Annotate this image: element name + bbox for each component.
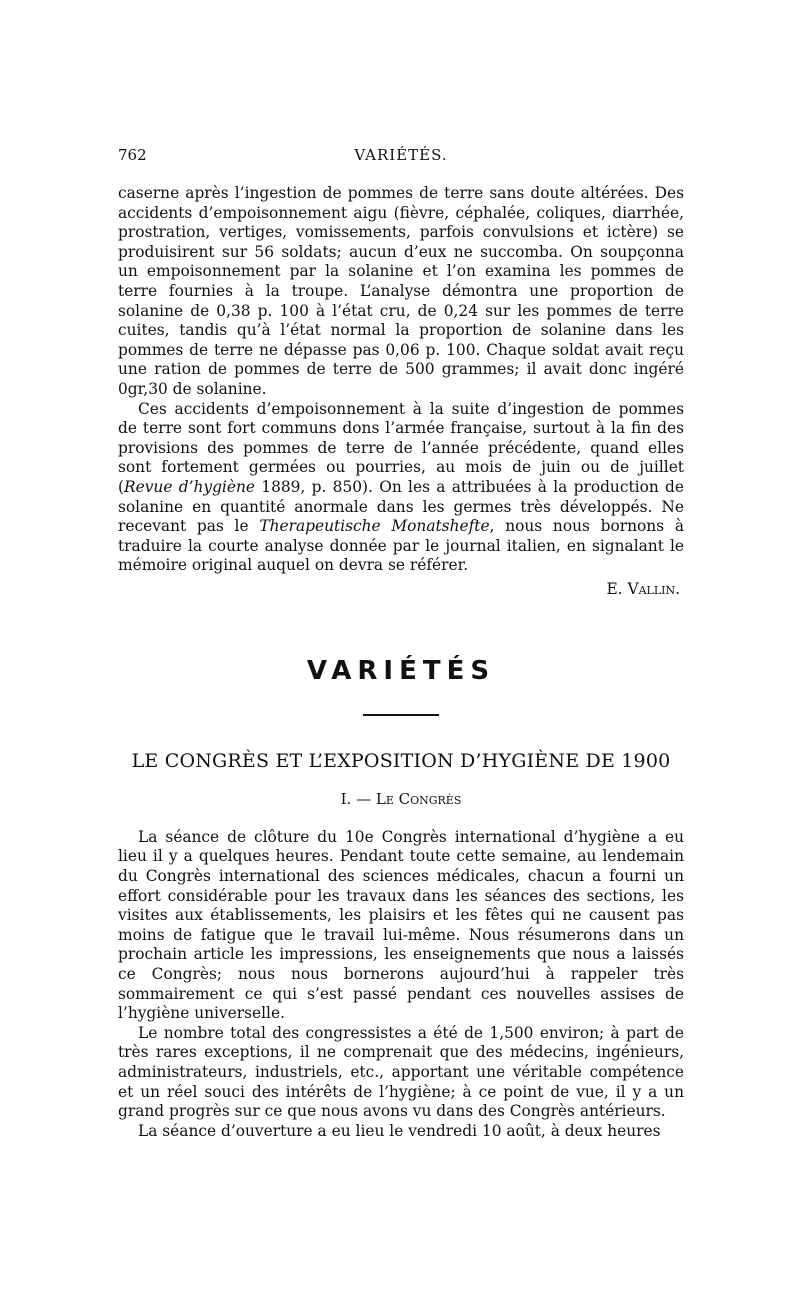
subsection-name: Le Congrès xyxy=(375,789,462,808)
journal-reference: Revue d’hygiène xyxy=(124,477,255,496)
continued-article xyxy=(118,184,684,576)
paragraph: Le nombre total des congressistes a été de 1,500 environ; à part de très rares exceptions, il ne comprenait que des médecins, ingénieurs, administrateurs, industriels, etc., apportant une véritable compétence et un réel souci des intérêts de l’hygiène; à ce point de vue, il y a un grand progrès sur ce que nous avons vu dans des Congrès antérieurs. xyxy=(118,1023,684,1121)
article-title: LE CONGRÈS ET L’EXPOSITION D’HYGIÈNE DE 1900 xyxy=(131,749,671,772)
page-header xyxy=(118,146,684,172)
section-divider xyxy=(363,714,439,716)
author-signature xyxy=(118,580,684,598)
paragraph: La séance de clôture du 10e Congrès international d’hygiène a eu lieu il y a quelques heures. Pendant toute cette semaine, au lendemain du Congrès international des sciences médicales, chacun a fourni un effort considérable pour les travaux dans les séances des sections, les visites aux établissements, les plaisirs et les fêtes qui ne causent pas moins de fatigue que le travail lui-même. Nous résumerons dans un prochain article les impressions, les enseignements que nous a laissés ce Congrès; nous nous bornerons aujourd’hui à rappeler très sommairement ce qui s’est passé pendant ces nouvelles assises de l’hygiène universelle. xyxy=(118,827,684,1023)
paragraph: La séance d’ouverture a eu lieu le vendredi 10 août, à deux heures xyxy=(138,1121,661,1140)
section-title: VARIÉTÉS xyxy=(306,655,496,686)
article-body xyxy=(118,828,684,1142)
paragraph xyxy=(118,400,684,576)
text-run: 1889, p. 850). On les a attribuées à la production de solanine en quantité anormale dans les germes très développés. Ne recevant pas le xyxy=(118,477,685,536)
signature-initial: E. xyxy=(606,579,628,598)
running-head: VARIÉTÉS. xyxy=(354,146,448,164)
signature-name: Vallin. xyxy=(627,579,680,598)
text-run: Ces accidents d’empoisonnement à la suite d’ingestion de pommes de terre sont fort communs dons l’armée française, surtout à la fin des provisions des pommes de terre de l’année précédente, quand elles sont fortement germées ou pourries, au mois de juin ou de juillet ( xyxy=(118,399,684,496)
page-number: 762 xyxy=(118,146,147,164)
paragraph: caserne après l’ingestion de pommes de terre sans doute altérées. Des accidents d’empoisonnement aigu (fièvre, céphalée, coliques, diarrhée, prostration, vertiges, vomissements, parfois convulsions et ictère) se produisirent sur 56 soldats; aucun d’eux ne succomba. On soupçonna un empoisonnement par la solanine et l’on examina les pommes de terre fournies à la troupe. L’analyse démontra une proportion de solanine de 0,38 p. 100 à l’état cru, de 0,24 sur les pommes de terre cuites, tandis qu’à l’état normal la proportion de solanine dans les pommes de terre ne dépasse pas 0,06 p. 100. Chaque soldat avait reçu une ration de pommes de terre de 500 grammes; il avait donc ingéré 0gr,30 de solanine. xyxy=(118,184,684,398)
text-run: , nous nous bornons à traduire la courte analyse donnée par le journal italien, en signalant le mémoire original auquel on devra se référer. xyxy=(118,517,685,575)
subsection-title xyxy=(118,790,684,808)
subsection-prefix: I. — xyxy=(340,789,376,808)
document-page xyxy=(118,146,684,1141)
journal-reference: Therapeutische Monatshefte xyxy=(259,517,490,536)
